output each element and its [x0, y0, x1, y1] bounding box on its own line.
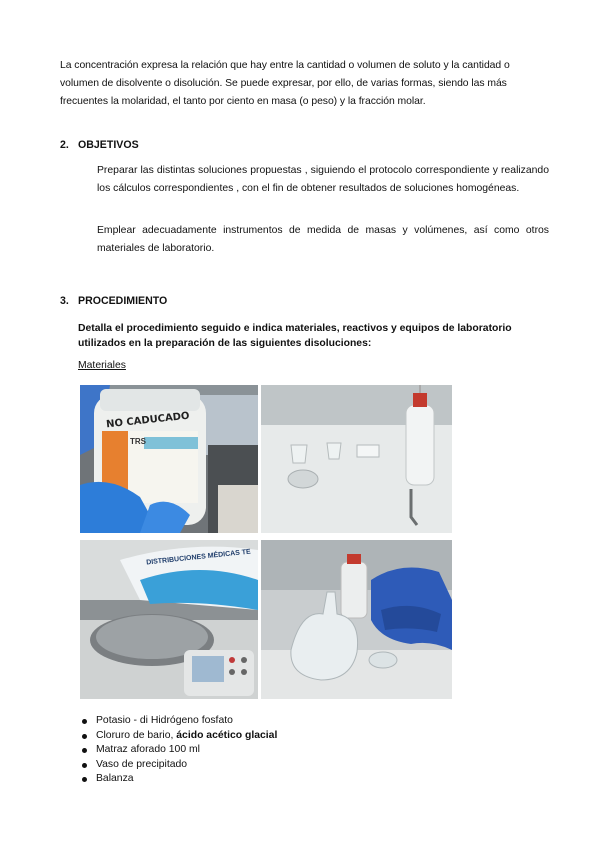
objective-paragraph-2: Emplear adecuadamente instrumentos de medida de masas y volúmenes, así como otros materiales de laboratorio.: [97, 225, 549, 255]
photo-volumetric-flask: [261, 540, 452, 699]
materials-list: [82, 714, 277, 787]
procedure-lead: Detalla el procedimiento seguido e indica materiales, reactivos y equipos de laboratorio utilizados en la preparación de las siguientes disoluciones:: [78, 323, 512, 349]
jar-brand-label: TRS: [130, 437, 146, 446]
intro-paragraph: La concentración expresa la relación que hay entre la cantidad o volumen de soluto y la cantidad o volumen de disolvente o disolución. Se puede expresar, por ello, de varias formas, siendo las más frecuentes la molaridad, el tanto por ciento en masa (o peso) y la fracción molar.: [60, 60, 510, 107]
section-3-heading: [60, 295, 167, 307]
section-number: 3.: [60, 295, 69, 307]
photo-balance: [80, 540, 258, 699]
section-title: PROCEDIMIENTO: [78, 295, 168, 307]
section-2-heading: [60, 139, 139, 151]
section-title: OBJETIVOS: [78, 139, 139, 151]
list-item: Matraz aforado 100 ml: [82, 743, 277, 758]
section-number: 2.: [60, 139, 69, 151]
list-item: Vaso de precipitado: [82, 758, 277, 773]
objective-paragraph-1: Preparar las distintas soluciones propuestas , siguiendo el protocolo correspondiente y realizando los cálculos correspondientes , con el fin de obtener resultados de soluciones homogéneas.: [97, 165, 549, 195]
photo-lab-bench: [261, 385, 452, 533]
bag-printed-text: DISTRIBUCIONES MÉDICAS TE: [145, 548, 252, 567]
jar-handwritten-label: NO CADUCADO: [105, 410, 191, 431]
list-item: Cloruro de bario, ácido acético glacial: [82, 729, 277, 744]
materials-label: Materiales: [78, 360, 126, 371]
list-item: Balanza: [82, 772, 277, 787]
list-item: Potasio - di Hidrógeno fosfato: [82, 714, 277, 729]
photo-reagent-jar: [80, 385, 258, 533]
